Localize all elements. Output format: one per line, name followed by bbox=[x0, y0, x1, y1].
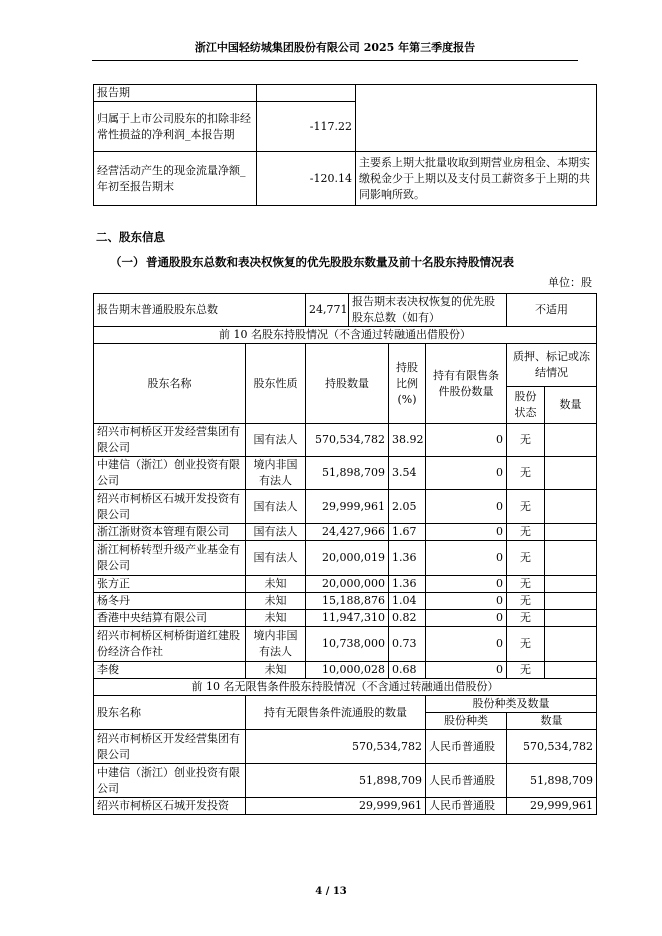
shareholders-table bbox=[93, 293, 597, 815]
table-row: 杨冬丹 未知 15,188,876 1.04 0 无 bbox=[94, 593, 597, 610]
row-value: -117.22 bbox=[257, 102, 356, 152]
header-nature: 股东性质 bbox=[246, 344, 306, 424]
header-pledge-qty: 数量 bbox=[545, 387, 597, 424]
table-row: 李俊 未知 10,000,028 0.68 0 无 bbox=[94, 662, 597, 679]
header-ratio: 持股比例(%) bbox=[389, 344, 426, 424]
financial-continuation-table bbox=[93, 84, 597, 206]
pref-holders-value: 不适用 bbox=[507, 294, 597, 327]
row-label: 报告期 bbox=[94, 85, 257, 102]
table-row: 绍兴市柯桥区开发经营集团有限公司 570,534,782 人民币普通股 570,534,782 bbox=[94, 730, 597, 764]
table-row: 绍兴市柯桥区石城开发投资有限公司 国有法人 29,999,961 2.05 0 无 bbox=[94, 490, 597, 524]
total-holders-value: 24,771 bbox=[306, 294, 349, 327]
subsection-number: （一） bbox=[110, 255, 145, 269]
header-restricted: 持有有限售条件股份数量 bbox=[426, 344, 507, 424]
header-pledge-group: 质押、标记或冻结情况 bbox=[507, 344, 597, 387]
header-name: 股东名称 bbox=[94, 344, 246, 424]
table-row: 绍兴市柯桥区柯桥街道红建股份经济合作社 境内非国有法人 10,738,000 0.73 0 无 bbox=[94, 627, 597, 662]
table-row: 中建信（浙江）创业投资有限公司 境内非国有法人 51,898,709 3.54 0 无 bbox=[94, 457, 597, 490]
subsection-heading: 普通股股东总数和表决权恢复的优先股股东数量及前十名股东持股情况表 bbox=[146, 255, 514, 269]
row-note: 主要系上期大批量收取到期营业房租金、本期实缴税金少于上期以及支付员工薪资多于上期的共同影响所致。 bbox=[356, 152, 597, 206]
table-row: 绍兴市柯桥区开发经营集团有限公司 国有法人 570,534,782 38.92 0 无 bbox=[94, 424, 597, 457]
page-header-title: 浙江中国轻纺城集团股份有限公司 2025 年第三季度报告 bbox=[194, 41, 476, 54]
table-row: 张方正 未知 20,000,000 1.36 0 无 bbox=[94, 576, 597, 593]
pref-holders-label: 报告期末表决权恢复的优先股股东总数（如有） bbox=[349, 294, 507, 327]
table-row: 浙江浙财资本管理有限公司 国有法人 24,427,966 1.67 0 无 bbox=[94, 524, 597, 541]
header-pledge-status: 股份状态 bbox=[507, 387, 545, 424]
unrestricted-header-name: 股东名称 bbox=[94, 696, 246, 730]
unit-label: 单位：股 bbox=[548, 276, 592, 289]
total-holders-label: 报告期末普通股股东总数 bbox=[94, 294, 306, 327]
table-row: 中建信（浙江）创业投资有限公司 51,898,709 人民币普通股 51,898,709 bbox=[94, 764, 597, 798]
row-label: 归属于上市公司股东的扣除非经常性损益的净利润_本报告期 bbox=[94, 102, 257, 152]
top10-title: 前 10 名股东持股情况（不含通过转融通出借股份） bbox=[94, 327, 597, 344]
unrestricted-header-amount: 持有无限售条件流通股的数量 bbox=[246, 696, 426, 730]
table-row: 香港中央结算有限公司 未知 11,947,310 0.82 0 无 bbox=[94, 610, 597, 627]
header-rule bbox=[92, 60, 578, 61]
unrestricted-header-qty: 数量 bbox=[507, 713, 597, 730]
header-shares: 持股数量 bbox=[306, 344, 389, 424]
row-value: -120.14 bbox=[257, 152, 356, 206]
unrestricted-header-type: 股份种类 bbox=[426, 713, 507, 730]
table-row: 浙江柯桥转型升级产业基金有限公司 国有法人 20,000,019 1.36 0 无 bbox=[94, 541, 597, 576]
table-row: 绍兴市柯桥区石城开发投资 29,999,961 人民币普通股 29,999,961 bbox=[94, 798, 597, 815]
unrestricted-title: 前 10 名无限售条件股东持股情况（不含通过转融通出借股份） bbox=[94, 679, 597, 696]
row-label: 经营活动产生的现金流量净额_年初至报告期末 bbox=[94, 152, 257, 206]
section-heading: 二、股东信息 bbox=[96, 230, 165, 244]
page-number: 4 / 13 bbox=[315, 886, 347, 897]
unrestricted-header-type-group: 股份种类及数量 bbox=[426, 696, 597, 713]
